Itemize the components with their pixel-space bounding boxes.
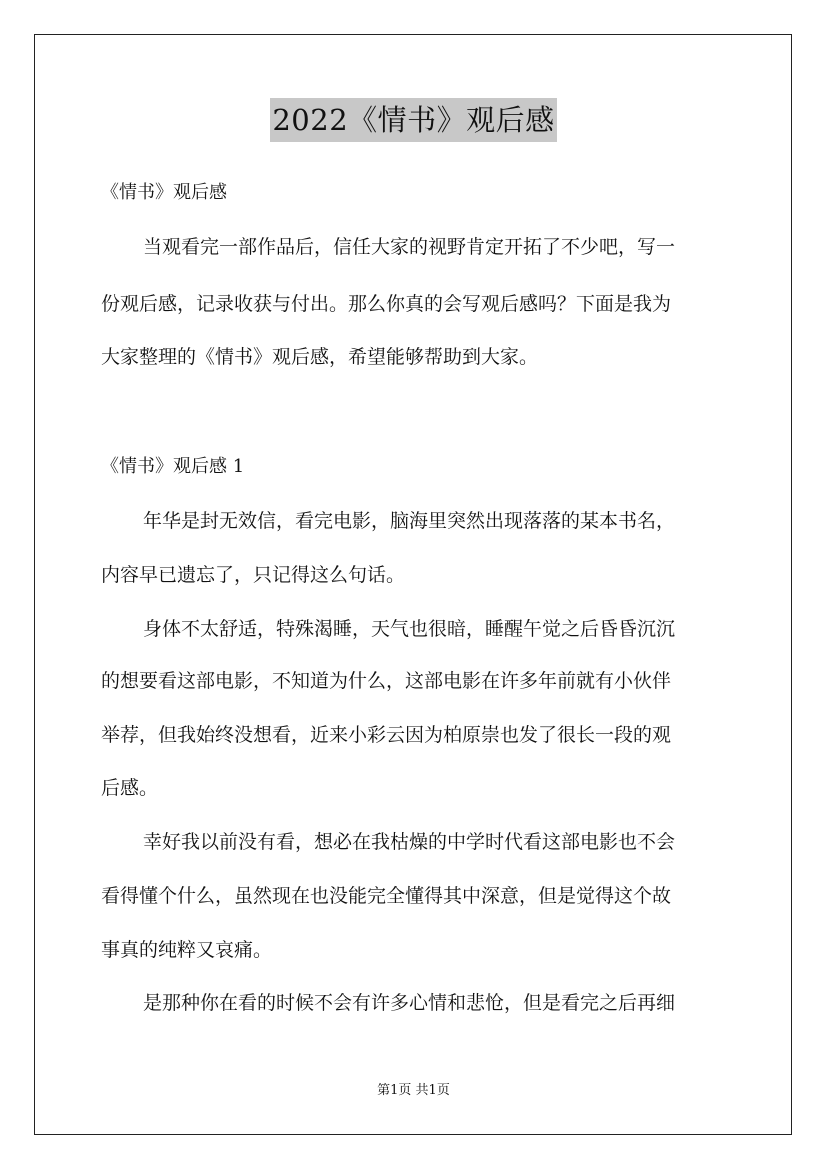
page-footer: 第1页 共1页 [377, 1083, 450, 1098]
body-line: 的想要看这部电影，不知道为什么，这部电影在许多年前就有小伙伴 [101, 670, 672, 692]
body-line: 是那种你在看的时候不会有许多心情和悲怆，但是看完之后再细 [143, 992, 676, 1014]
body-line: 年华是封无效信，看完电影，脑海里突然出现落落的某本书名， [143, 510, 676, 532]
document-title: 2022《情书》观后感 [270, 98, 556, 142]
body-line: 举荐，但我始终没想看，近来小彩云因为柏原崇也发了很长一段的观 [101, 724, 672, 746]
intro-line: 份观后感，记录收获与付出。那么你真的会写观后感吗？下面是我为 [101, 293, 672, 315]
section-heading: 《情书》观后感 1 [101, 456, 245, 477]
intro-line: 当观看完一部作品后，信任大家的视野肯定开拓了不少吧，写一 [143, 236, 676, 258]
title-block [0, 98, 827, 142]
body-line: 身体不太舒适，特殊渴睡，天气也很暗，睡醒午觉之后昏昏沉沉 [143, 618, 676, 640]
subtitle: 《情书》观后感 [101, 182, 227, 203]
intro-line: 大家整理的《情书》观后感，希望能够帮助到大家。 [101, 346, 539, 368]
body-line: 看得懂个什么，虽然现在也没能完全懂得其中深意，但是觉得这个故 [101, 885, 672, 907]
body-line: 事真的纯粹又哀痛。 [101, 939, 273, 961]
body-line: 幸好我以前没有看，想必在我枯燥的中学时代看这部电影也不会 [143, 831, 676, 853]
body-line: 后感。 [101, 777, 159, 799]
body-line: 内容早已遗忘了，只记得这么句话。 [101, 564, 406, 586]
